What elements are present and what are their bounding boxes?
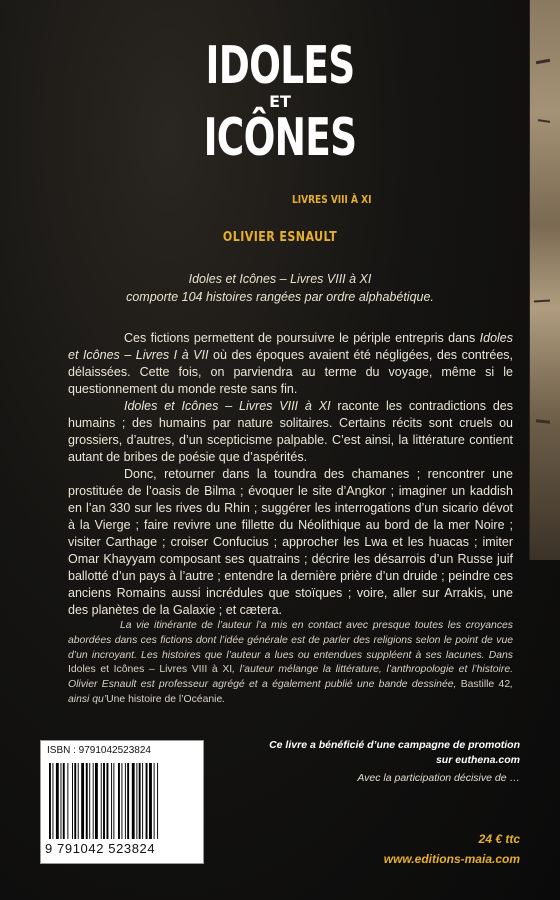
barcode-bar	[127, 763, 129, 839]
book-title	[0, 36, 560, 168]
title-line-idoles: IDOLES	[205, 36, 355, 96]
barcode-bar	[93, 763, 94, 839]
barcode-bar	[81, 763, 84, 839]
barcode-bar	[52, 763, 53, 839]
blurb-paragraph-2: Idoles et Icônes – Livres VIII à XI raconte les contradictions des humains ; des humains par nature solitaires. Certains récits sont cruels ou grossiers, d’autres, d’un scepticisme palpable. C’est ainsi, la littérature contient autant de bribes de poésie que d’aspérités.	[68, 399, 514, 464]
title-line-icones: ICÔNES	[203, 108, 357, 168]
barcode-bar	[67, 763, 68, 839]
title-et: ET	[269, 92, 291, 111]
isbn-barcode	[40, 740, 204, 864]
intro-line-1: Idoles et Icônes – Livres VIII à XI	[188, 272, 372, 286]
isbn-label: ISBN : 9791042523824	[47, 745, 151, 756]
barcode-bar	[136, 763, 137, 839]
barcode-bar	[118, 763, 120, 839]
barcode-bar	[139, 763, 141, 839]
intro-line-2: comporte 104 histoires rangées par ordre alphabétique.	[126, 290, 434, 304]
author-bio: La vie itinérante de l’auteur l’a mis en contact avec presque toutes les croyances abordées dans ces fictions dont l’idée générale est de parler des religions selon le point de vue d’un incroyant. Les histoires que l’auteur a lues ou entendues suppléent à ses lacunes. Dans Idoles et Icônes – Livres VIII à XI, l’auteur mélange la littérature, l’anthropologie et l’histoire. Olivier Esnault est professeur agrégé et a également publié une bande dessinée, Bastille 42, ainsi qu’Une histoire de l’Océanie.	[68, 620, 513, 705]
barcode-bar	[113, 763, 114, 839]
price: 24 € ttc	[478, 832, 520, 846]
barcode-bar	[61, 763, 62, 839]
participation-note: Avec la participation décisive de …	[357, 772, 520, 784]
bio-history-title: Une histoire de l’Océanie	[106, 693, 223, 705]
barcode-bar	[74, 763, 76, 839]
barcode-bar	[149, 763, 152, 839]
barcode-bar	[146, 763, 148, 839]
book-subtitle: LIVRES VIII À XI	[292, 193, 372, 206]
barcode-bar	[142, 763, 143, 839]
publisher-website[interactable]: www.editions-maia.com	[383, 852, 520, 866]
bio-book-title: Idoles et Icônes – Livres VIII à XI	[68, 664, 233, 676]
barcode-bar	[95, 763, 98, 839]
barcode-bar	[101, 763, 102, 839]
promotion-note: Ce livre a bénéficié d’une campagne de promotion sur euthena.com	[269, 739, 520, 766]
blurb-body	[68, 330, 513, 619]
bio-comic-title: Bastille 42	[460, 679, 511, 691]
barcode-bar	[107, 763, 109, 839]
barcode-bar	[89, 763, 90, 839]
barcode-bar	[63, 763, 65, 839]
barcode-icon	[47, 763, 197, 841]
intro-text	[0, 270, 560, 306]
barcode-digits: 9 791042 523824	[45, 841, 156, 856]
blurb-paragraph-3: Donc, retourner dans la toundra des chamanes ; rencontrer une prostituée de l’oasis de Bilma ; évoquer le site d’Angkor ; imaginer un kaddish en l’an 330 sur les rives du Rhin ; suggérer les interrogations d’un sicario dévot à la Vierge ; faire revivre une fillette du Néolithique au bord de la mer Noire ; visiter Carthage ; croiser Confucius ; approcher les Lwa et les huacas ; imiter Omar Khayyam composant ses quatrains ; décrire les désarrois d’un Russe juif ballotté d’un pays à l’autre ; entendre la dernière prière d’un druide ; peindre ces anciens Romains aussi incrédules que stoïques ; voire, aller sur Arrakis, une des planètes de la Galaxie ; et cætera.	[68, 467, 513, 617]
blurb-book-reference: Idoles et Icônes – Livres I à VII	[68, 331, 513, 362]
blurb-book-title: Idoles et Icônes – Livres VIII à XI	[124, 399, 331, 413]
barcode-bar	[111, 763, 112, 839]
barcode-bar	[86, 763, 88, 839]
barcode-bar	[56, 763, 59, 839]
barcode-bar	[72, 763, 73, 839]
barcode-bar	[132, 763, 135, 839]
blurb-paragraph-1: Ces fictions permettent de poursuivre le périple entrepris dans Idoles et Icônes – Livres I à VII où des époques avaient été négligées, des contrées, délaissées. Cette fois, on parviendra au terme du voyage, même si le questionnement du monde reste sans fin.	[68, 331, 513, 396]
barcode-bar	[103, 763, 105, 839]
barcode-bar	[78, 763, 79, 839]
barcode-bar	[154, 763, 155, 839]
author-name: OLIVIER ESNAULT	[222, 230, 338, 245]
barcode-bar	[125, 763, 126, 839]
barcode-bar	[49, 763, 51, 839]
barcode-bar	[157, 763, 158, 839]
barcode-bar	[121, 763, 122, 839]
